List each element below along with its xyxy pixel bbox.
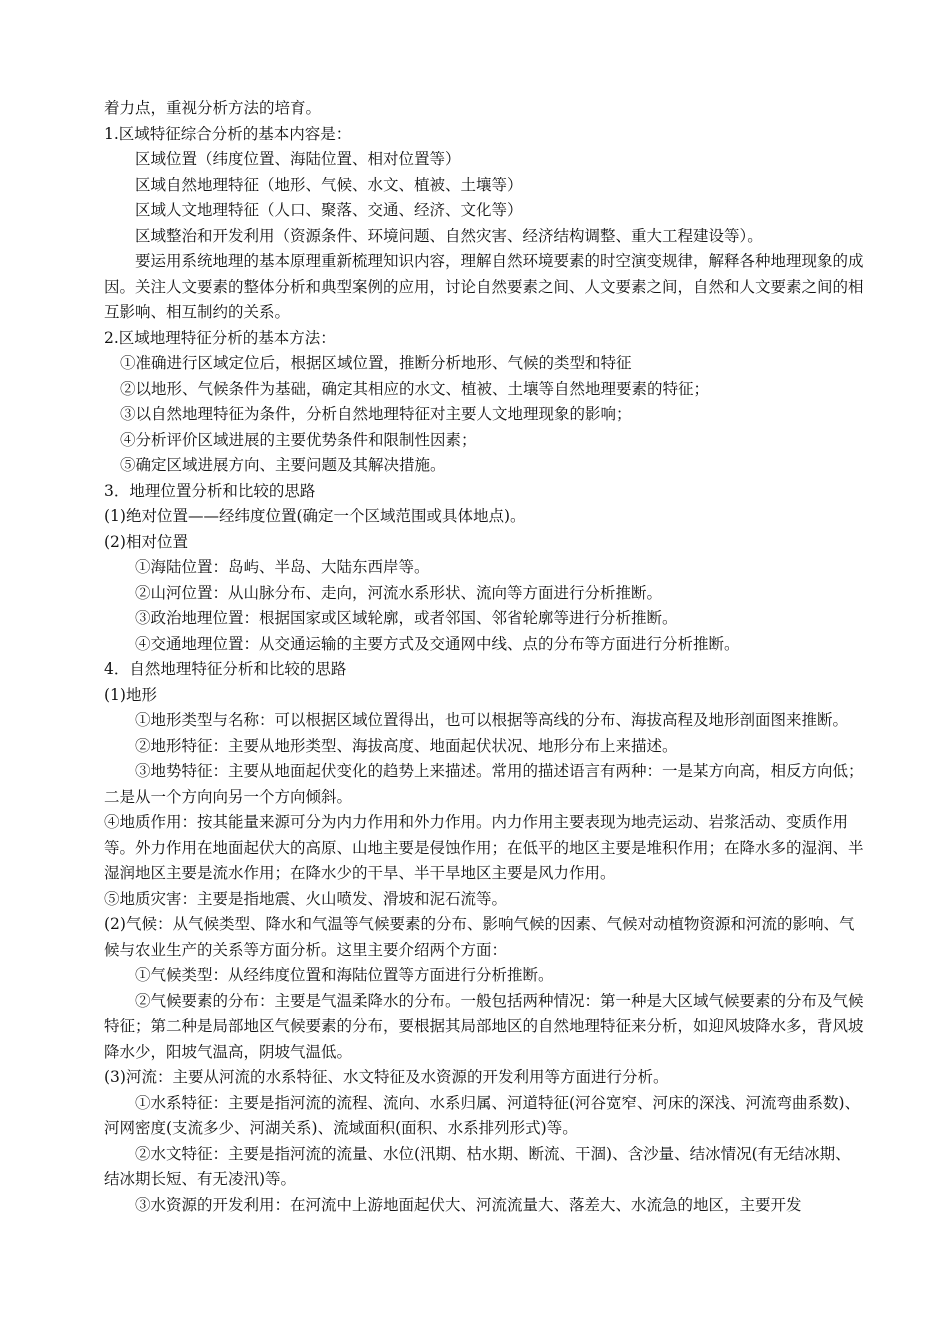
list-item: ④分析评价区域进展的主要优势条件和限制性因素； — [120, 430, 477, 449]
text-line: (1)绝对位置——经纬度位置(确定一个区域范围或具体地点)。 — [104, 507, 526, 525]
text-line: (2)相对位置 — [104, 532, 188, 551]
section-heading: 4．自然地理特征分析和比较的思路 — [104, 660, 347, 678]
text-line: 区域整治和开发利用（资源条件、环境问题、自然灾害、经济结构调整、重大工程建设等）。 — [135, 226, 763, 245]
paragraph: ②地形特征：主要从地形类型、海拔高度、地面起伏状况、地形分布上来描述。 — [135, 736, 678, 755]
paragraph: ④地质作用：按其能量来源可分为内力作用和外力作用。内力作用主要表现为地壳运动、岩浆活动、变质作用等。外力作用在地面起伏大的高原、山地主要是侵蚀作用；在低平的地区主要是堆积作用；在降水多的湿润、半湿润地区主要是流水作用；在降水少的干旱、半干旱地区主要是风力作用。 — [104, 813, 864, 882]
list-item: ①海陆位置：岛屿、半岛、大陆东西岸等。 — [135, 558, 430, 576]
paragraph: 要运用系统地理的基本原理重新梳理知识内容，理解自然环境要素的时空演变规律，解释各种地理现象的成因。关注人文要素的整体分析和典型案例的应用，讨论自然要素之间、人文要素之间，自然和人文要素之间的相互影响、相互制约的关系。 — [104, 252, 864, 321]
list-item: ③政治地理位置：根据国家或区域轮廓，或者邻国、邻省轮廓等进行分析推断。 — [135, 609, 678, 627]
text-line: 着力点，重视分析方法的培育。 — [104, 99, 322, 117]
text-line: (3)河流：主要从河流的水系特征、水文特征及水资源的开发利用等方面进行分析。 — [104, 1068, 669, 1086]
paragraph: ③水资源的开发利用：在河流中上游地面起伏大、河流流量大、落差大、水流急的地区，主要开发 — [135, 1195, 802, 1214]
list-item: ⑤确定区域进展方向、主要问题及其解决措施。 — [120, 456, 446, 474]
section-heading: 2.区域地理特征分析的基本方法： — [104, 328, 336, 347]
section-heading: 3．地理位置分析和比较的思路 — [104, 481, 316, 500]
paragraph: ②气候要素的分布：主要是气温柔降水的分布。一般包括两种情况：第一种是大区域气候要素的分布及气候特征；第二种是局部地区气候要素的分布，要根据其局部地区的自然地理特征来分析，如迎风坡降水多，背风坡降水少，阳坡气温高，阴坡气温低。 — [104, 991, 864, 1061]
paragraph: ①地形类型与名称：可以根据区域位置得出，也可以根据等高线的分布、海拔高程及地形剖面图来推断。 — [135, 711, 849, 729]
paragraph: ②水文特征：主要是指河流的流量、水位(汛期、枯水期、断流、干涸)、含沙量、结冰情况(有无结冰期、结冰期长短、有无凌汛)等。 — [104, 1144, 851, 1188]
list-item: ④交通地理位置：从交通运输的主要方式及交通网中线、点的分布等方面进行分析推断。 — [135, 634, 740, 653]
text-line: 区域人文地理特征（人口、聚落、交通、经济、文化等） — [135, 201, 523, 219]
paragraph: ①水系特征：主要是指河流的流程、流向、水系归属、河道特征(河谷宽窄、河床的深浅、河流弯曲系数)、河网密度(支流多少、河湖关系)、流域面积(面积、水系排列形式)等。 — [104, 1093, 861, 1137]
text-line: 区域位置（纬度位置、海陆位置、相对位置等） — [135, 150, 461, 168]
list-item: ①气候类型：从经纬度位置和海陆位置等方面进行分析推断。 — [135, 966, 554, 984]
document-page — [104, 96, 864, 1218]
list-item: ③以自然地理特征为条件，分析自然地理特征对主要人文地理现象的影响； — [120, 405, 632, 423]
text-line: 区域自然地理特征（地形、气候、水文、植被、土壤等） — [135, 175, 523, 194]
text-line: ⑤地质灾害：主要是指地震、火山喷发、滑坡和泥石流等。 — [104, 889, 508, 908]
section-heading: 1.区域特征综合分析的基本内容是： — [104, 124, 352, 143]
list-item: ②山河位置：从山脉分布、走向，河流水系形状、流向等方面进行分析推断。 — [135, 583, 663, 602]
list-item: ①准确进行区域定位后，根据区域位置，推断分析地形、气候的类型和特征 — [120, 354, 632, 372]
text-line: (1)地形 — [104, 685, 157, 704]
list-item: ②以地形、气候条件为基础，确定其相应的水文、植被、土壤等自然地理要素的特征； — [120, 379, 710, 398]
paragraph: ③地势特征：主要从地面起伏变化的趋势上来描述。常用的描述语言有两种：一是某方向高，相反方向低；二是从一个方向向另一个方向倾斜。 — [104, 762, 864, 806]
paragraph: (2)气候：从气候类型、降水和气温等气候要素的分布、影响气候的因素、气候对动植物资源和河流的影响、气候与农业生产的关系等方面分析。这里主要介绍两个方面： — [104, 915, 855, 959]
